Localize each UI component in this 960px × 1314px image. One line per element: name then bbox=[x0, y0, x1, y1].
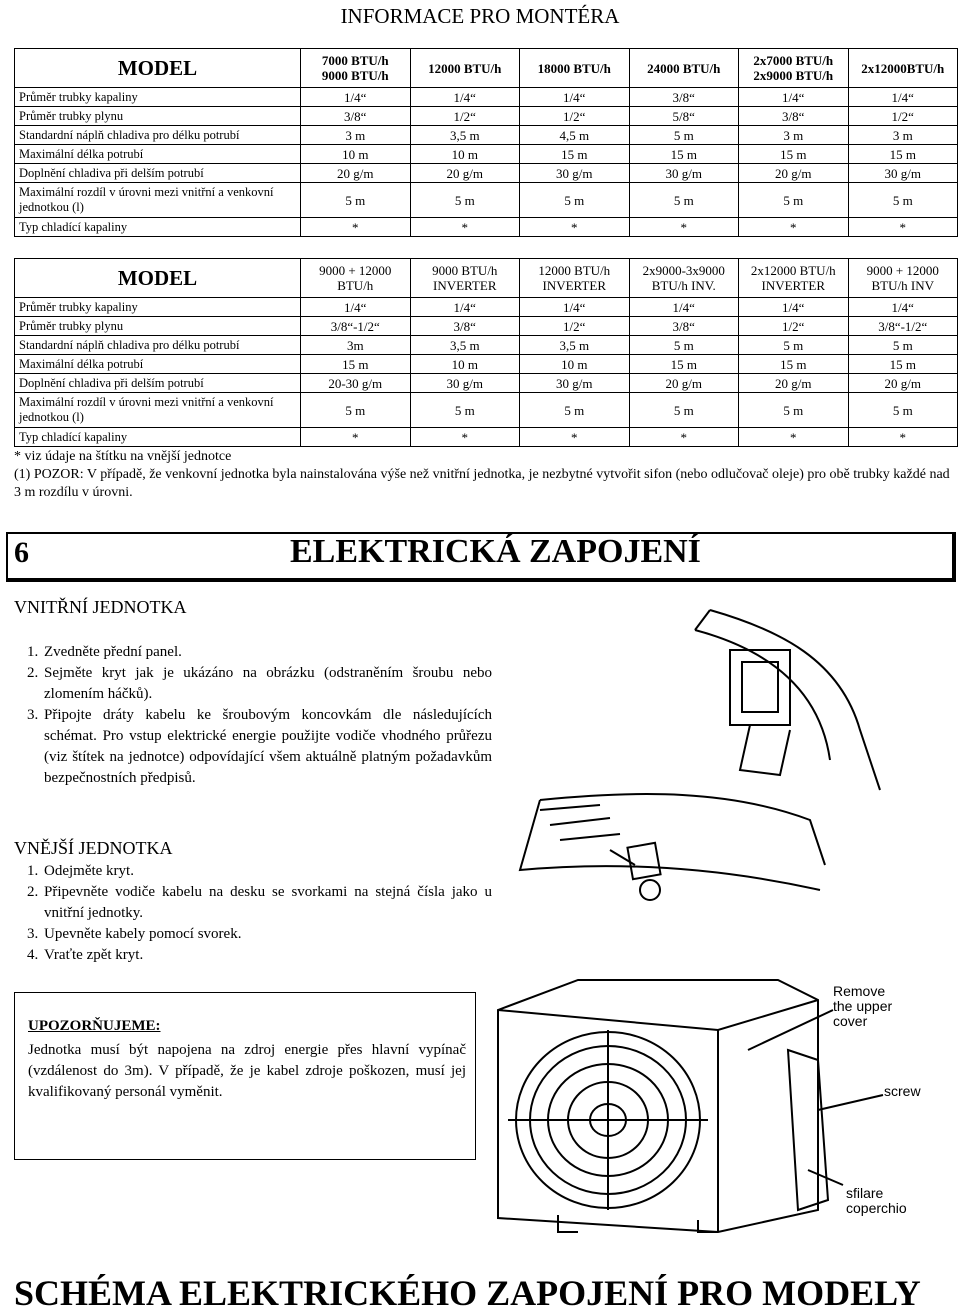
table-cell: 20 g/m bbox=[848, 374, 958, 393]
row-label: Typ chladící kapaliny bbox=[15, 218, 301, 237]
row-label: Doplnění chladiva při delším potrubí bbox=[15, 374, 301, 393]
list-item: 4. Vraťte zpět kryt. bbox=[42, 945, 492, 966]
table-cell: * bbox=[739, 218, 849, 237]
table-cell: 3 m bbox=[848, 126, 958, 145]
table-row bbox=[15, 145, 958, 164]
warning-text: Jednotka musí být napojena na zdroj energie přes hlavní vypínač (vzdálenost do 3m). V případě, že je kabel zdroje poškozen, musí jej kvalifikovaný personál vyměnit. bbox=[28, 1042, 466, 1100]
table-cell: 1/4“ bbox=[629, 298, 739, 317]
footnotes bbox=[14, 448, 958, 502]
table-header-row bbox=[15, 49, 958, 88]
spec-table-2 bbox=[14, 258, 958, 447]
table-cell: 5 m bbox=[301, 183, 411, 218]
page-title: INFORMACE PRO MONTÉRA bbox=[340, 4, 620, 28]
table-cell: 1/4“ bbox=[301, 88, 411, 107]
table-cell: * bbox=[520, 218, 630, 237]
table-row bbox=[15, 183, 958, 218]
table-cell: 10 m bbox=[410, 355, 520, 374]
table-cell: 5 m bbox=[848, 183, 958, 218]
list-item: 3. Připojte dráty kabelu ke šroubovým koncovkám dle následujících schémat. Pro vstup elektrické energie použijte vodiče vhodného průřezu (viz štítek na jednotce) odpovídající všem aktuálně platným požadavkům bezpečnostních předpisů. bbox=[42, 705, 492, 789]
column-header: 9000 + 12000 BTU/h bbox=[301, 259, 411, 298]
table-cell: 5 m bbox=[739, 183, 849, 218]
table-cell: 5 m bbox=[520, 393, 630, 428]
screw-label: screw bbox=[884, 1083, 921, 1099]
table-cell: 3 m bbox=[739, 126, 849, 145]
row-label: Doplnění chladiva při delším potrubí bbox=[15, 164, 301, 183]
table-row bbox=[15, 317, 958, 336]
table-cell: 10 m bbox=[520, 355, 630, 374]
outdoor-unit-illustration bbox=[488, 970, 948, 1240]
table-cell: 20 g/m bbox=[629, 374, 739, 393]
table-cell: 1/4“ bbox=[301, 298, 411, 317]
table-cell: 1/4“ bbox=[739, 88, 849, 107]
row-label: Typ chladící kapaliny bbox=[15, 428, 301, 447]
table-cell: 3,5 m bbox=[410, 336, 520, 355]
table-cell: 10 m bbox=[410, 145, 520, 164]
table-cell: 30 g/m bbox=[848, 164, 958, 183]
warning-heading: UPOZORŇUJEME: bbox=[28, 1018, 161, 1034]
table-cell: 5 m bbox=[629, 393, 739, 428]
table-cell: 30 g/m bbox=[629, 164, 739, 183]
table-cell: * bbox=[301, 218, 411, 237]
table-cell: 15 m bbox=[848, 355, 958, 374]
table-cell: 1/4“ bbox=[520, 298, 630, 317]
screw-icon bbox=[640, 880, 660, 900]
table-cell: * bbox=[301, 428, 411, 447]
table-cell: 1/4“ bbox=[520, 88, 630, 107]
table-cell: 4,5 m bbox=[520, 126, 630, 145]
table-cell: 5 m bbox=[629, 183, 739, 218]
column-header: 24000 BTU/h bbox=[629, 49, 739, 88]
list-item: 3. Upevněte kabely pomocí svorek. bbox=[42, 924, 492, 945]
table-cell: 1/2“ bbox=[739, 317, 849, 336]
section-number: 6 bbox=[14, 536, 29, 569]
service-cover bbox=[788, 1050, 828, 1210]
table-row bbox=[15, 336, 958, 355]
table-cell: 15 m bbox=[629, 145, 739, 164]
indoor-unit-illustration bbox=[480, 590, 950, 970]
table-cell: 3/8“ bbox=[629, 88, 739, 107]
table-cell: 20 g/m bbox=[301, 164, 411, 183]
column-header: 12000 BTU/h INVERTER bbox=[520, 259, 630, 298]
column-header: 9000 + 12000 BTU/h INV bbox=[848, 259, 958, 298]
table-cell: 15 m bbox=[739, 145, 849, 164]
sfilare-label: sfilare coperchio bbox=[846, 1185, 907, 1216]
column-header: 7000 BTU/h 9000 BTU/h bbox=[301, 49, 411, 88]
table-cell: 5 m bbox=[520, 183, 630, 218]
table-cell: 3/8“-1/2“ bbox=[848, 317, 958, 336]
column-header: 18000 BTU/h bbox=[520, 49, 630, 88]
row-label: Maximální délka potrubí bbox=[15, 355, 301, 374]
table-cell: 15 m bbox=[301, 355, 411, 374]
remove-cover-label: Remove the upper cover bbox=[833, 983, 893, 1029]
table-cell: 3/8“ bbox=[629, 317, 739, 336]
footnote-1: (1) POZOR: V případě, že venkovní jednotka byla nainstalována výše než vnitřní jednotka, je nezbytné vytvořit sifon (nebo odlučovač oleje) pro obě trubky každé nad 3 m rozdílu v úrovni. bbox=[14, 467, 950, 500]
table-row bbox=[15, 393, 958, 428]
table-cell: 5 m bbox=[848, 336, 958, 355]
row-label: Průměr trubky kapaliny bbox=[15, 298, 301, 317]
table-cell: 30 g/m bbox=[520, 164, 630, 183]
table-cell: 1/4“ bbox=[739, 298, 849, 317]
bottom-section-title: SCHÉMA ELEKTRICKÉHO ZAPOJENÍ PRO MODELY bbox=[14, 1273, 921, 1313]
row-label: Průměr trubky kapaliny bbox=[15, 88, 301, 107]
column-header: 9000 BTU/h INVERTER bbox=[410, 259, 520, 298]
table-cell: * bbox=[629, 218, 739, 237]
list-item: 2. Sejměte kryt jak je ukázáno na obrázku (odstraněním šroubu nebo zlomením háčků). bbox=[42, 663, 492, 705]
table-cell: 5 m bbox=[629, 126, 739, 145]
column-header: 2x7000 BTU/h 2x9000 BTU/h bbox=[739, 49, 849, 88]
list-item: 1. Zvedněte přední panel. bbox=[42, 642, 492, 663]
table-cell: 20 g/m bbox=[410, 164, 520, 183]
table-cell: 15 m bbox=[629, 355, 739, 374]
table-cell: 3,5 m bbox=[410, 126, 520, 145]
table-header-row bbox=[15, 259, 958, 298]
row-label: Maximální rozdíl v úrovni mezi vnitřní a venkovní jednotkou (l) bbox=[15, 393, 301, 428]
table-cell: 5 m bbox=[848, 393, 958, 428]
table-cell: 10 m bbox=[301, 145, 411, 164]
row-label: Maximální délka potrubí bbox=[15, 145, 301, 164]
table-row bbox=[15, 428, 958, 447]
table-row bbox=[15, 126, 958, 145]
table-cell: 3m bbox=[301, 336, 411, 355]
table-cell: 30 g/m bbox=[520, 374, 630, 393]
row-label: Průměr trubky plynu bbox=[15, 317, 301, 336]
table-row bbox=[15, 164, 958, 183]
list-item: 1. Odejměte kryt. bbox=[42, 861, 492, 882]
table-cell: * bbox=[410, 428, 520, 447]
table-cell: 20 g/m bbox=[739, 164, 849, 183]
outdoor-steps bbox=[18, 861, 492, 966]
table-cell: * bbox=[629, 428, 739, 447]
column-header: 2x12000 BTU/h INVERTER bbox=[739, 259, 849, 298]
table-cell: * bbox=[410, 218, 520, 237]
table-cell: 5 m bbox=[739, 336, 849, 355]
section-title: ELEKTRICKÁ ZAPOJENÍ bbox=[290, 533, 701, 570]
table-cell: * bbox=[848, 428, 958, 447]
indoor-unit-body bbox=[540, 794, 825, 865]
table-cell: 1/4“ bbox=[410, 298, 520, 317]
row-label: Standardní náplň chladiva pro délku potrubí bbox=[15, 126, 301, 145]
terminal-board-icon bbox=[627, 843, 660, 879]
indoor-heading: VNITŘNÍ JEDNOTKA bbox=[14, 597, 187, 617]
table-cell: 5 m bbox=[739, 393, 849, 428]
table-cell: 5 m bbox=[410, 393, 520, 428]
table-row bbox=[15, 88, 958, 107]
list-item: 2. Připevněte vodiče kabelu na desku se svorkami na stejná čísla jako u vnitřní jednotky. bbox=[42, 882, 492, 924]
table-cell: 20-30 g/m bbox=[301, 374, 411, 393]
column-header: 12000 BTU/h bbox=[410, 49, 520, 88]
table-cell: 1/2“ bbox=[520, 317, 630, 336]
table-cell: 5 m bbox=[629, 336, 739, 355]
model-label: MODEL bbox=[15, 49, 301, 88]
outdoor-heading: VNĚJŠÍ JEDNOTKA bbox=[14, 838, 173, 858]
table-cell: 5 m bbox=[301, 393, 411, 428]
table-cell: 30 g/m bbox=[410, 374, 520, 393]
table-row bbox=[15, 298, 958, 317]
table-cell: * bbox=[848, 218, 958, 237]
table-cell: * bbox=[739, 428, 849, 447]
table-cell: 3/8“ bbox=[301, 107, 411, 126]
table-cell: 1/2“ bbox=[520, 107, 630, 126]
indoor-steps bbox=[18, 642, 492, 789]
table-cell: 3,5 m bbox=[520, 336, 630, 355]
row-label: Standardní náplň chladiva pro délku potrubí bbox=[15, 336, 301, 355]
table-row bbox=[15, 355, 958, 374]
row-label: Maximální rozdíl v úrovni mezi vnitřní a venkovní jednotkou (l) bbox=[15, 183, 301, 218]
spec-table-1 bbox=[14, 48, 958, 237]
table-cell: 15 m bbox=[848, 145, 958, 164]
table-row bbox=[15, 374, 958, 393]
table-row bbox=[15, 218, 958, 237]
screwdriver-icon bbox=[610, 850, 635, 865]
table-cell: 1/4“ bbox=[848, 88, 958, 107]
table-cell: * bbox=[520, 428, 630, 447]
table-cell: 3/8“-1/2“ bbox=[301, 317, 411, 336]
table-cell: 3 m bbox=[301, 126, 411, 145]
table-cell: 1/2“ bbox=[848, 107, 958, 126]
table-cell: 3/8“ bbox=[739, 107, 849, 126]
table-cell: 20 g/m bbox=[739, 374, 849, 393]
column-header: 2x12000BTU/h bbox=[848, 49, 958, 88]
table-cell: 1/4“ bbox=[410, 88, 520, 107]
model-label: MODEL bbox=[15, 259, 301, 298]
table-cell: 15 m bbox=[739, 355, 849, 374]
table-cell: 3/8“ bbox=[410, 317, 520, 336]
table-cell: 1/4“ bbox=[848, 298, 958, 317]
table-cell: 5/8“ bbox=[629, 107, 739, 126]
footnote-star: * viz údaje na štítku na vnější jednotce bbox=[14, 449, 232, 464]
table-cell: 5 m bbox=[410, 183, 520, 218]
wall-unit-outline bbox=[710, 610, 880, 790]
table-row bbox=[15, 107, 958, 126]
row-label: Průměr trubky plynu bbox=[15, 107, 301, 126]
table-cell: 1/2“ bbox=[410, 107, 520, 126]
table-cell: 15 m bbox=[520, 145, 630, 164]
column-header: 2x9000-3x9000 BTU/h INV. bbox=[629, 259, 739, 298]
